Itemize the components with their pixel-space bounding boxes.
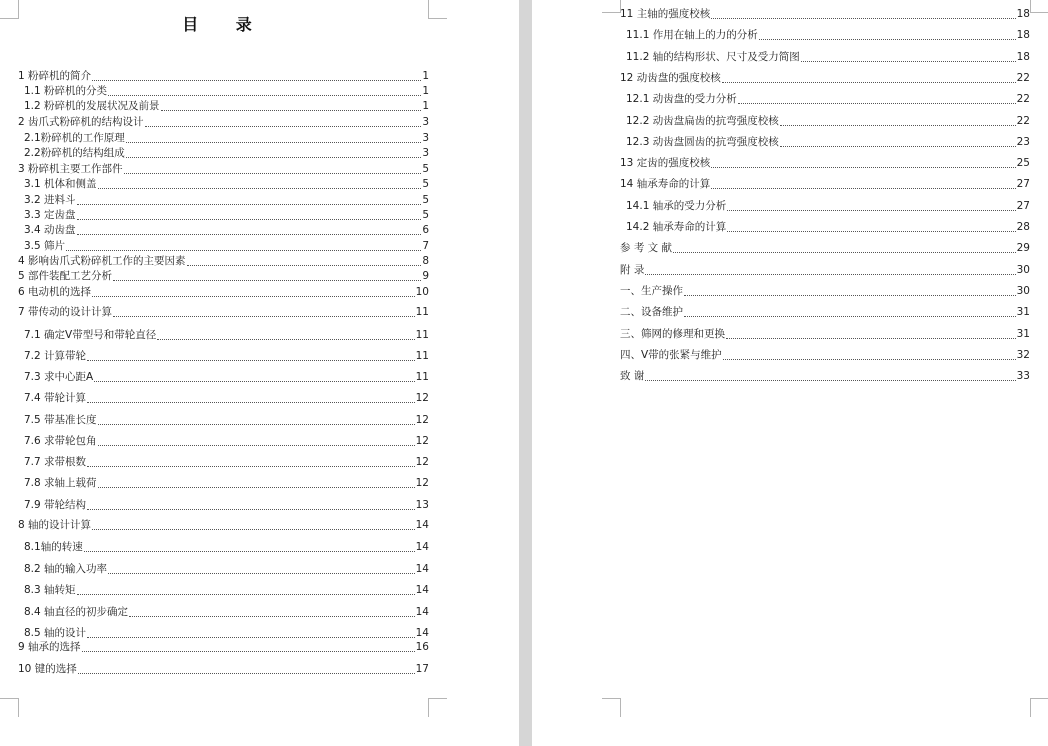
toc-entry[interactable] (620, 306, 1030, 319)
toc-dot-leader (645, 274, 1015, 275)
page-corner-mark (428, 698, 447, 717)
toc-dot-leader (87, 637, 415, 638)
toc-dot-leader (161, 110, 422, 111)
toc-dot-leader (738, 103, 1016, 104)
toc-entry-title: 4 影响齿爪式粉碎机工作的主要因素 (18, 255, 186, 267)
toc-dot-leader (84, 551, 415, 552)
toc-dot-leader (126, 142, 422, 143)
toc-entry-title: 8.5 轴的设计 (24, 627, 87, 639)
toc-entry-title: 11.2 轴的结构形状、尺寸及受力简图 (626, 51, 800, 63)
toc-entry[interactable] (626, 29, 1030, 42)
right-page (532, 0, 1048, 746)
toc-entry-title: 5 部件装配工艺分析 (18, 270, 113, 282)
toc-entry-page-number: 3 (422, 116, 429, 128)
toc-entry-page-number: 8 (422, 255, 429, 267)
toc-dot-leader (673, 252, 1016, 253)
toc-entry[interactable] (24, 563, 429, 576)
toc-entry-title: 3 粉碎机主要工作部件 (18, 163, 123, 175)
toc-entry-page-number: 14 (415, 541, 429, 553)
toc-entry[interactable] (24, 132, 429, 145)
toc-entry[interactable] (18, 163, 429, 176)
toc-entry[interactable] (620, 370, 1030, 383)
page-corner-mark (602, 0, 621, 13)
toc-dot-leader (77, 204, 422, 205)
toc-entry-title: 12.1 动齿盘的受力分析 (626, 93, 737, 105)
toc-entry[interactable] (24, 85, 429, 98)
toc-dot-leader (129, 616, 415, 617)
toc-dot-leader (87, 402, 415, 403)
toc-entry-page-number: 5 (422, 178, 429, 190)
toc-dot-leader (98, 445, 415, 446)
toc-entry-page-number: 16 (415, 641, 429, 653)
toc-entry-title: 参 考 文 献 (620, 242, 673, 254)
toc-dot-leader (77, 219, 422, 220)
toc-entry-page-number: 22 (1016, 93, 1030, 105)
toc-entry[interactable] (18, 270, 429, 283)
toc-entry-page-number: 13 (415, 499, 429, 511)
toc-dot-leader (780, 146, 1016, 147)
toc-entry[interactable] (620, 8, 1030, 21)
toc-entry-title: 7 带传动的设计计算 (18, 306, 113, 318)
toc-entry-title: 1 粉碎机的简介 (18, 70, 92, 82)
toc-entry[interactable] (18, 286, 429, 299)
toc-entry-page-number: 33 (1016, 370, 1030, 382)
page-corner-mark (1030, 698, 1048, 717)
toc-entry[interactable] (626, 200, 1030, 213)
toc-entry-title: 14.2 轴承寿命的计算 (626, 221, 727, 233)
toc-entry-page-number: 1 (422, 85, 429, 97)
toc-entry[interactable] (620, 328, 1030, 341)
toc-entry-page-number: 3 (422, 132, 429, 144)
toc-dot-leader (98, 487, 415, 488)
toc-entry-page-number: 18 (1016, 29, 1030, 41)
toc-entry-title: 7.2 计算带轮 (24, 350, 87, 362)
toc-dot-leader (711, 18, 1015, 19)
toc-entry-page-number: 18 (1016, 8, 1030, 20)
toc-entry-page-number: 12 (415, 392, 429, 404)
toc-dot-leader (77, 234, 422, 235)
toc-dot-leader (187, 265, 422, 266)
toc-entry[interactable] (24, 392, 429, 405)
toc-entry-page-number: 31 (1016, 328, 1030, 340)
toc-entry-page-number: 11 (415, 350, 429, 362)
toc-dot-leader (87, 509, 415, 510)
toc-entry-page-number: 6 (422, 224, 429, 236)
toc-dot-leader (124, 173, 422, 174)
toc-entry-title: 8 轴的设计计算 (18, 519, 92, 531)
toc-entry-title: 7.1 确定V带型号和带轮直径 (24, 329, 157, 341)
toc-dot-leader (727, 210, 1015, 211)
toc-entry[interactable] (24, 100, 429, 113)
toc-entry-title: 14.1 轴承的受力分析 (626, 200, 727, 212)
toc-entry-title: 2.1粉碎机的工作原理 (24, 132, 125, 144)
toc-dot-leader (108, 573, 415, 574)
toc-entry-title: 10 键的选择 (18, 663, 77, 675)
toc-entry[interactable] (18, 306, 429, 319)
toc-entry-page-number: 31 (1016, 306, 1030, 318)
toc-entry-title: 3.2 进料斗 (24, 194, 76, 206)
toc-dot-leader (645, 380, 1015, 381)
toc-entry[interactable] (24, 224, 429, 237)
toc-entry[interactable] (620, 285, 1030, 298)
toc-entry[interactable] (620, 157, 1030, 170)
toc-entry-page-number: 5 (422, 163, 429, 175)
toc-entry-page-number: 3 (422, 147, 429, 159)
toc-entry-title: 7.7 求带根数 (24, 456, 87, 468)
toc-entry-page-number: 12 (415, 477, 429, 489)
toc-entry[interactable] (626, 93, 1030, 106)
toc-entry-page-number: 14 (415, 606, 429, 618)
toc-entry-page-number: 11 (415, 371, 429, 383)
toc-entry-title: 8.2 轴的输入功率 (24, 563, 108, 575)
toc-entry-title: 2.2粉碎机的结构组成 (24, 147, 125, 159)
toc-entry-title: 13 定齿的强度校核 (620, 157, 711, 169)
toc-dot-leader (98, 424, 415, 425)
toc-entry-page-number: 14 (415, 563, 429, 575)
toc-entry[interactable] (24, 606, 429, 619)
toc-entry[interactable] (626, 115, 1030, 128)
toc-entry[interactable] (24, 147, 429, 160)
toc-entry[interactable] (24, 584, 429, 597)
toc-entry-page-number: 22 (1016, 115, 1030, 127)
toc-entry-title: 8.1轴的转速 (24, 541, 83, 553)
toc-dot-leader (726, 338, 1016, 339)
toc-entry-title: 二、设备维护 (620, 306, 683, 318)
toc-dot-leader (126, 157, 422, 158)
toc-entry-title: 8.4 轴直径的初步确定 (24, 606, 129, 618)
toc-entry-title: 3.5 筛片 (24, 240, 66, 252)
toc-entry-page-number: 23 (1016, 136, 1030, 148)
toc-entry-page-number: 7 (422, 240, 429, 252)
toc-entry[interactable] (24, 350, 429, 363)
toc-entry-page-number: 5 (422, 209, 429, 221)
toc-entry-page-number: 5 (422, 194, 429, 206)
toc-dot-leader (113, 316, 415, 317)
toc-entry-title: 14 轴承寿命的计算 (620, 178, 711, 190)
toc-dot-leader (66, 250, 421, 251)
toc-entry-page-number: 32 (1016, 349, 1030, 361)
toc-entry[interactable] (24, 627, 429, 640)
toc-entry-page-number: 10 (415, 286, 429, 298)
toc-dot-leader (801, 61, 1016, 62)
toc-dot-leader (684, 295, 1016, 296)
toc-entry[interactable] (18, 116, 429, 129)
toc-entry-title: 7.9 带轮结构 (24, 499, 87, 511)
toc-entry-title: 7.3 求中心距A (24, 371, 94, 383)
toc-entry-title: 三、筛网的修理和更换 (620, 328, 725, 340)
toc-entry[interactable] (24, 240, 429, 253)
page-corner-mark (0, 698, 19, 717)
toc-entry-title: 1.2 粉碎机的发展状况及前景 (24, 100, 160, 112)
toc-entry-page-number: 12 (415, 456, 429, 468)
toc-entry-page-number: 29 (1016, 242, 1030, 254)
page-corner-mark (602, 698, 621, 717)
toc-entry[interactable] (24, 371, 429, 384)
toc-entry-page-number: 27 (1016, 200, 1030, 212)
toc-entry-page-number: 14 (415, 584, 429, 596)
toc-entry[interactable] (626, 51, 1030, 64)
toc-entry[interactable] (24, 435, 429, 448)
toc-entry-title: 12.3 动齿盘圆齿的抗弯强度校核 (626, 136, 779, 148)
toc-dot-leader (92, 296, 415, 297)
toc-entry[interactable] (18, 663, 429, 676)
toc-entry[interactable] (620, 72, 1030, 85)
toc-dot-leader (108, 95, 421, 96)
toc-dot-leader (711, 188, 1015, 189)
toc-entry-page-number: 12 (415, 435, 429, 447)
toc-entry-title: 11.1 作用在轴上的力的分析 (626, 29, 758, 41)
toc-entry[interactable] (24, 194, 429, 207)
toc-entry-page-number: 17 (415, 663, 429, 675)
toc-entry-page-number: 30 (1016, 264, 1030, 276)
toc-dot-leader (684, 316, 1016, 317)
toc-entry-page-number: 27 (1016, 178, 1030, 190)
toc-entry-page-number: 1 (422, 70, 429, 82)
toc-entry[interactable] (24, 209, 429, 222)
toc-entry[interactable] (24, 456, 429, 469)
toc-entry-title: 致 谢 (620, 370, 645, 382)
toc-entry-title: 附 录 (620, 264, 645, 276)
toc-entry[interactable] (626, 221, 1030, 234)
toc-entry-page-number: 11 (415, 329, 429, 341)
toc-entry-page-number: 25 (1016, 157, 1030, 169)
toc-entry[interactable] (620, 242, 1030, 255)
toc-entry[interactable] (18, 519, 429, 532)
toc-dot-leader (711, 167, 1015, 168)
toc-entry-title: 8.3 轴转矩 (24, 584, 76, 596)
toc-dot-leader (78, 673, 415, 674)
toc-dot-leader (780, 125, 1016, 126)
toc-entry[interactable] (620, 349, 1030, 362)
toc-dot-leader (98, 188, 422, 189)
toc-entry[interactable] (24, 477, 429, 490)
toc-entry-title: 7.8 求轴上载荷 (24, 477, 97, 489)
toc-entry-page-number: 18 (1016, 51, 1030, 63)
toc-entry-page-number: 11 (415, 306, 429, 318)
left-page (0, 0, 519, 746)
toc-dot-leader (157, 339, 414, 340)
toc-dot-leader (92, 529, 415, 530)
toc-entry[interactable] (24, 329, 429, 342)
toc-dot-leader (727, 231, 1015, 232)
toc-entry[interactable] (18, 641, 429, 654)
toc-dot-leader (759, 39, 1016, 40)
toc-title: 目 录 (182, 15, 268, 34)
toc-entry[interactable] (18, 255, 429, 268)
toc-entry-title: 7.4 带轮计算 (24, 392, 87, 404)
toc-entry-page-number: 14 (415, 519, 429, 531)
toc-dot-leader (87, 466, 415, 467)
toc-entry[interactable] (24, 541, 429, 554)
toc-entry-page-number: 1 (422, 100, 429, 112)
toc-entry[interactable] (24, 414, 429, 427)
toc-dot-leader (92, 80, 421, 81)
toc-entry-title: 一、生产操作 (620, 285, 683, 297)
toc-dot-leader (82, 651, 415, 652)
toc-entry-title: 3.3 定齿盘 (24, 209, 76, 221)
toc-entry-title: 2 齿爪式粉碎机的结构设计 (18, 116, 144, 128)
toc-dot-leader (87, 360, 415, 361)
toc-entry-page-number: 30 (1016, 285, 1030, 297)
toc-entry[interactable] (24, 499, 429, 512)
toc-entry-title: 12.2 动齿盘扁齿的抗弯强度校核 (626, 115, 779, 127)
toc-entry-title: 9 轴承的选择 (18, 641, 81, 653)
toc-dot-leader (722, 82, 1016, 83)
toc-dot-leader (94, 381, 414, 382)
toc-entry-title: 7.6 求带轮包角 (24, 435, 97, 447)
toc-entry-title: 6 电动机的选择 (18, 286, 92, 298)
toc-dot-leader (723, 359, 1016, 360)
toc-entry[interactable] (24, 178, 429, 191)
toc-entry-page-number: 9 (422, 270, 429, 282)
page-corner-mark (1030, 0, 1048, 13)
toc-entry[interactable] (626, 136, 1030, 149)
toc-entry-title: 3.4 动齿盘 (24, 224, 76, 236)
page-gutter (519, 0, 532, 746)
toc-entry-title: 12 动齿盘的强度校核 (620, 72, 721, 84)
toc-entry-page-number: 14 (415, 627, 429, 639)
toc-entry-title: 3.1 机体和侧盖 (24, 178, 97, 190)
toc-entry-page-number: 12 (415, 414, 429, 426)
toc-dot-leader (77, 594, 415, 595)
toc-entry[interactable] (18, 70, 429, 83)
toc-entry[interactable] (620, 264, 1030, 277)
toc-entry-title: 7.5 带基准长度 (24, 414, 97, 426)
toc-dot-leader (113, 280, 421, 281)
toc-entry[interactable] (620, 178, 1030, 191)
toc-entry-page-number: 28 (1016, 221, 1030, 233)
toc-entry-title: 四、V带的张紧与维护 (620, 349, 722, 361)
toc-dot-leader (145, 126, 422, 127)
toc-entry-page-number: 22 (1016, 72, 1030, 84)
toc-entry-title: 11 主轴的强度校核 (620, 8, 711, 20)
toc-entry-title: 1.1 粉碎机的分类 (24, 85, 108, 97)
